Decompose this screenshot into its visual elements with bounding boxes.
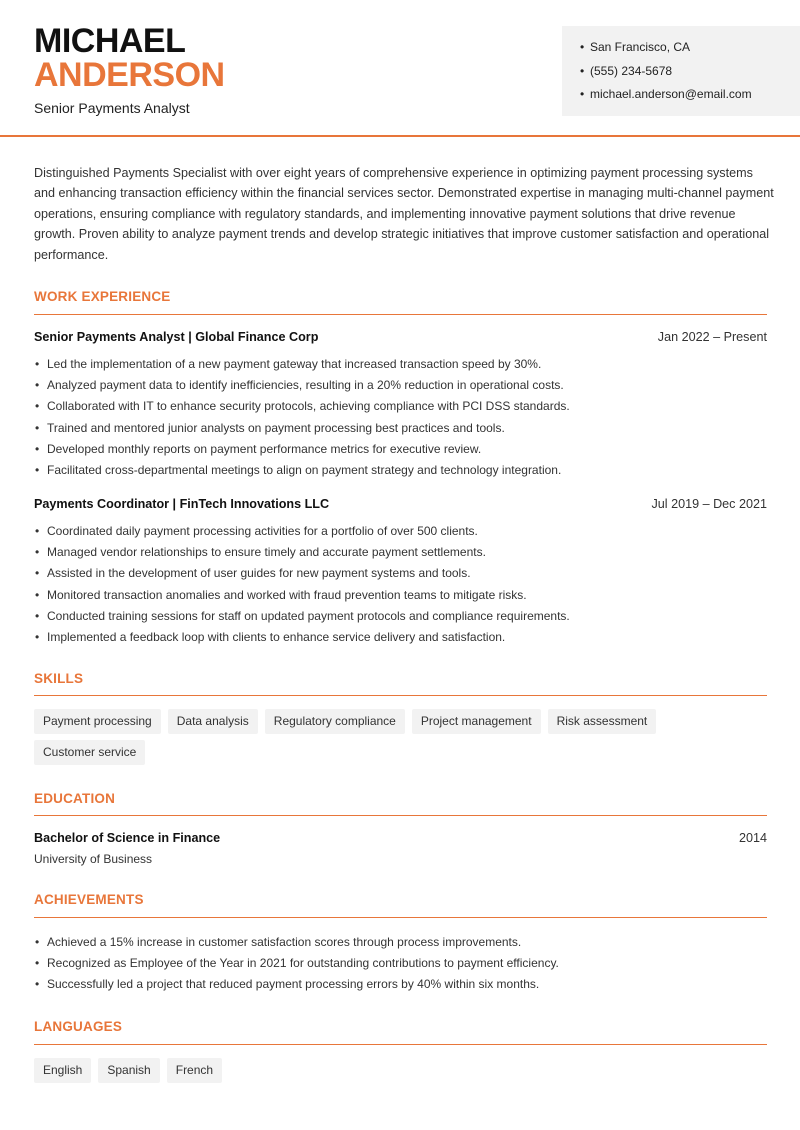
job-bullets (34, 522, 767, 649)
language-tags (34, 1058, 774, 1089)
skill-tag: Payment processing (34, 709, 161, 734)
section-title-education: EDUCATION (34, 791, 116, 806)
divider (34, 815, 767, 816)
list-item: • Managed vendor relationships to ensure timely and accurate payment settlements. (34, 543, 767, 564)
edu-school: University of Business (34, 852, 153, 866)
list-item: • Trained and mentored junior analysts on payment processing best practices and tools. (34, 419, 767, 440)
contact-email: • michael.anderson@email.com (580, 85, 800, 109)
first-name: MICHAEL (34, 22, 186, 60)
contact-location: • San Francisco, CA (580, 38, 800, 62)
job-title: Senior Payments Analyst (34, 100, 190, 116)
skill-tag: Customer service (34, 740, 145, 765)
skill-tag: Data analysis (168, 709, 258, 734)
section-title-skills: SKILLS (34, 671, 84, 686)
divider (34, 1044, 767, 1045)
job-role: Payments Coordinator | FinTech Innovations LLC (34, 497, 330, 511)
last-name: ANDERSON (34, 56, 225, 94)
language-tag: French (167, 1058, 222, 1083)
edu-degree: Bachelor of Science in Finance (34, 831, 221, 845)
resume-header (0, 0, 800, 137)
list-item: • Successfully led a project that reduced payment processing errors by 40% within six months. (34, 975, 767, 996)
divider (34, 917, 767, 918)
section-title-achievements: ACHIEVEMENTS (34, 892, 144, 907)
section-title-work: WORK EXPERIENCE (34, 289, 171, 304)
list-item: • Analyzed payment data to identify inefficiencies, resulting in a 20% reduction in operational costs. (34, 376, 767, 397)
list-item: • Achieved a 15% increase in customer satisfaction scores through process improvements. (34, 933, 767, 954)
list-item: • Facilitated cross-departmental meetings to align on payment strategy and technology integration. (34, 461, 767, 482)
divider (34, 314, 767, 315)
list-item: • Assisted in the development of user guides for new payment systems and tools. (34, 564, 767, 585)
list-item: • Implemented a feedback loop with clients to enhance service delivery and satisfaction. (34, 628, 767, 649)
contact-box (562, 26, 800, 116)
divider (34, 695, 767, 696)
contact-phone: • (555) 234-5678 (580, 62, 800, 86)
section-title-languages: LANGUAGES (34, 1019, 123, 1034)
job-bullets (34, 355, 767, 482)
skills-tags (34, 709, 774, 771)
summary: Distinguished Payments Specialist with over eight years of comprehensive experience in optimizing payment processing systems and enhancing transaction efficiency within the financial services sector. Demonstrated expertise in managing multi-channel payment operations, ensuring compliance with regulatory standards, and implementing innovative payment solutions that drive revenue growth. Proven ability to analyze payment trends and develop strategic initiatives that improve customer satisfaction and operational performance. (34, 166, 774, 262)
language-tag: English (34, 1058, 91, 1083)
list-item: • Coordinated daily payment processing activities for a portfolio of over 500 clients. (34, 522, 767, 543)
achievement-bullets (34, 933, 767, 997)
language-tag: Spanish (98, 1058, 159, 1083)
job-dates: Jul 2019 – Dec 2021 (651, 497, 767, 511)
job-header (34, 497, 767, 515)
skill-tag: Regulatory compliance (265, 709, 405, 734)
list-item: • Led the implementation of a new payment gateway that increased transaction speed by 30%. (34, 355, 767, 376)
job-header (34, 330, 767, 348)
list-item: • Monitored transaction anomalies and worked with fraud prevention teams to mitigate risks. (34, 586, 767, 607)
skill-tag: Project management (412, 709, 541, 734)
list-item: • Conducted training sessions for staff on updated payment protocols and compliance requirements. (34, 607, 767, 628)
job-role: Senior Payments Analyst | Global Finance Corp (34, 330, 319, 344)
list-item: • Recognized as Employee of the Year in 2021 for outstanding contributions to payment efficiency. (34, 954, 767, 975)
skill-tag: Risk assessment (548, 709, 657, 734)
list-item: • Developed monthly reports on payment performance metrics for executive review. (34, 440, 767, 461)
edu-year: 2014 (738, 831, 767, 845)
job-dates: Jan 2022 – Present (657, 330, 767, 344)
list-item: • Collaborated with IT to enhance security protocols, achieving compliance with PCI DSS standards. (34, 397, 767, 418)
